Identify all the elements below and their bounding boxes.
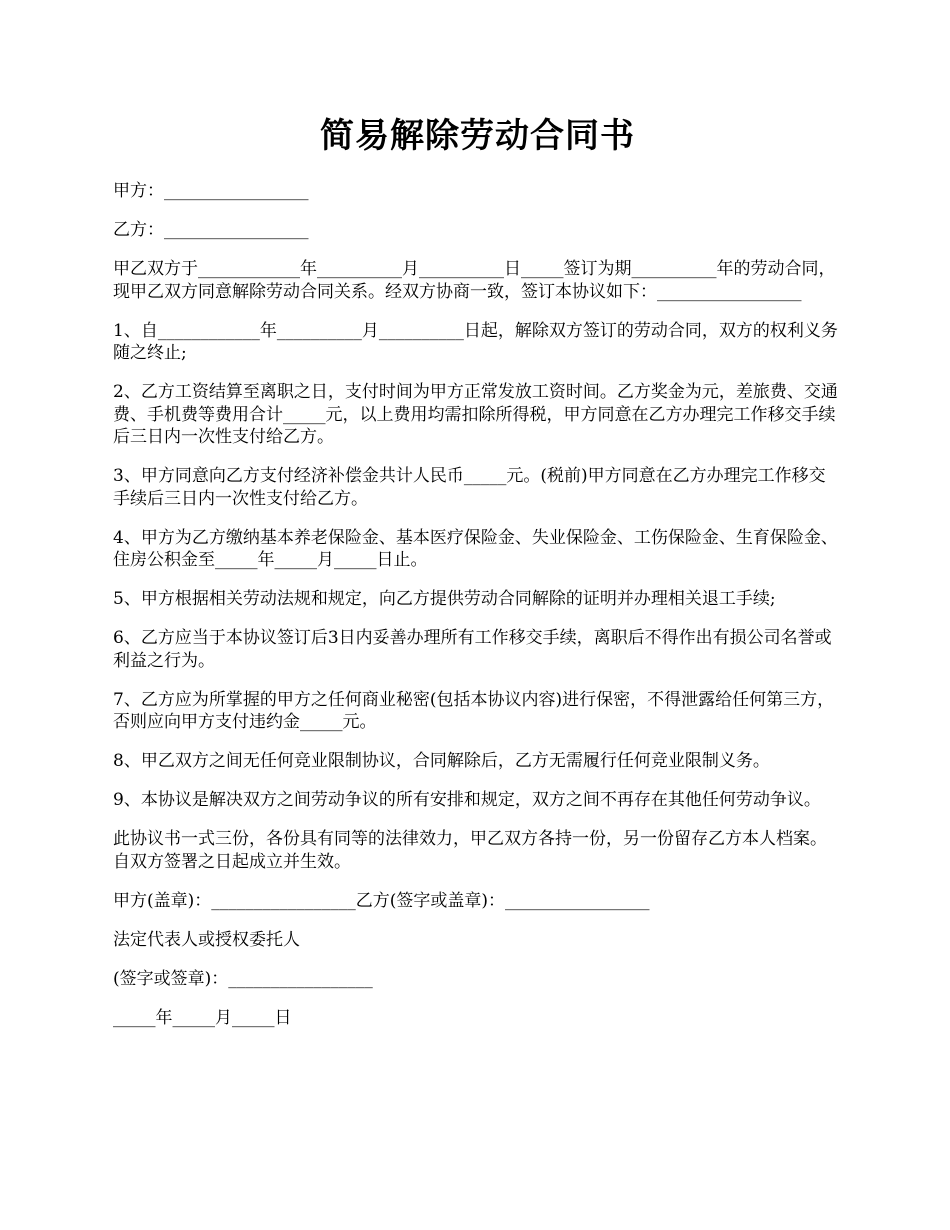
- party-b-line: 乙方：_________________: [113, 220, 309, 240]
- clause-9: 9、本协议是解决双方之间劳动争议的所有安排和规定，双方之间不再存在其他任何劳动争议。: [113, 790, 821, 810]
- clause-8: 8、甲乙双方之间无任何竞业限制协议，合同解除后，乙方无需履行任何竞业限制义务。: [113, 751, 770, 771]
- clause-1: 1、自____________年__________月__________日起，解除双方签订的劳动合同，双方的权利义务随之终止;: [113, 320, 838, 363]
- sign-stamp-line: (签字或签章)：_________________: [113, 968, 373, 989]
- party-a-line: 甲方：_________________: [113, 181, 309, 201]
- signature-line: 甲方(盖章)：_________________乙方(签字或盖章)：_________________: [113, 890, 650, 911]
- clause-4: 4、甲方为乙方缴纳基本养老保险金、基本医疗保险金、失业保险金、工伤保险金、生育保险金、住房公积金至_____年_____月_____日止。: [113, 527, 838, 570]
- closing-paragraph: 此协议书一式三份，各份具有同等的法律效力，甲乙双方各持一份，另一份留存乙方本人档案。自双方签署之日起成立并生效。: [113, 829, 827, 872]
- date-line: _____年_____月_____日: [113, 1007, 292, 1028]
- representative-label: 法定代表人或授权委托人: [113, 929, 300, 950]
- clause-7: 7、乙方应为所掌握的甲方之任何商业秘密(包括本协议内容)进行保密，不得泄露给任何第三方，否则应向甲方支付违约金_____元。: [113, 689, 835, 732]
- clause-2: 2、乙方工资结算至离职之日，支付时间为甲方正常发放工资时间。乙方奖金为元，差旅费、交通费、手机费等费用合计_____元，以上费用均需扣除所得税，甲方同意在乙方办理完工作移交手续后三日内一次性支付给乙方。: [113, 382, 838, 447]
- intro-paragraph: 甲乙双方于____________年__________月__________日_____签订为期__________年的劳动合同，现甲乙双方同意解除劳动合同关系。经双方协商一致，签订本协议如下：_________________: [113, 259, 836, 302]
- clause-5: 5、甲方根据相关劳动法规和规定，向乙方提供劳动合同解除的证明并办理相关退工手续;: [113, 589, 776, 609]
- document-title: 简易解除劳动合同书: [320, 116, 635, 156]
- clause-6: 6、乙方应当于本协议签订后3日内妥善办理所有工作移交手续，离职后不得作出有损公司名誉或利益之行为。: [113, 628, 832, 671]
- clause-3: 3、甲方同意向乙方支付经济补偿金共计人民币_____元。(税前)甲方同意在乙方办理完工作移交手续后三日内一次性支付给乙方。: [113, 466, 826, 509]
